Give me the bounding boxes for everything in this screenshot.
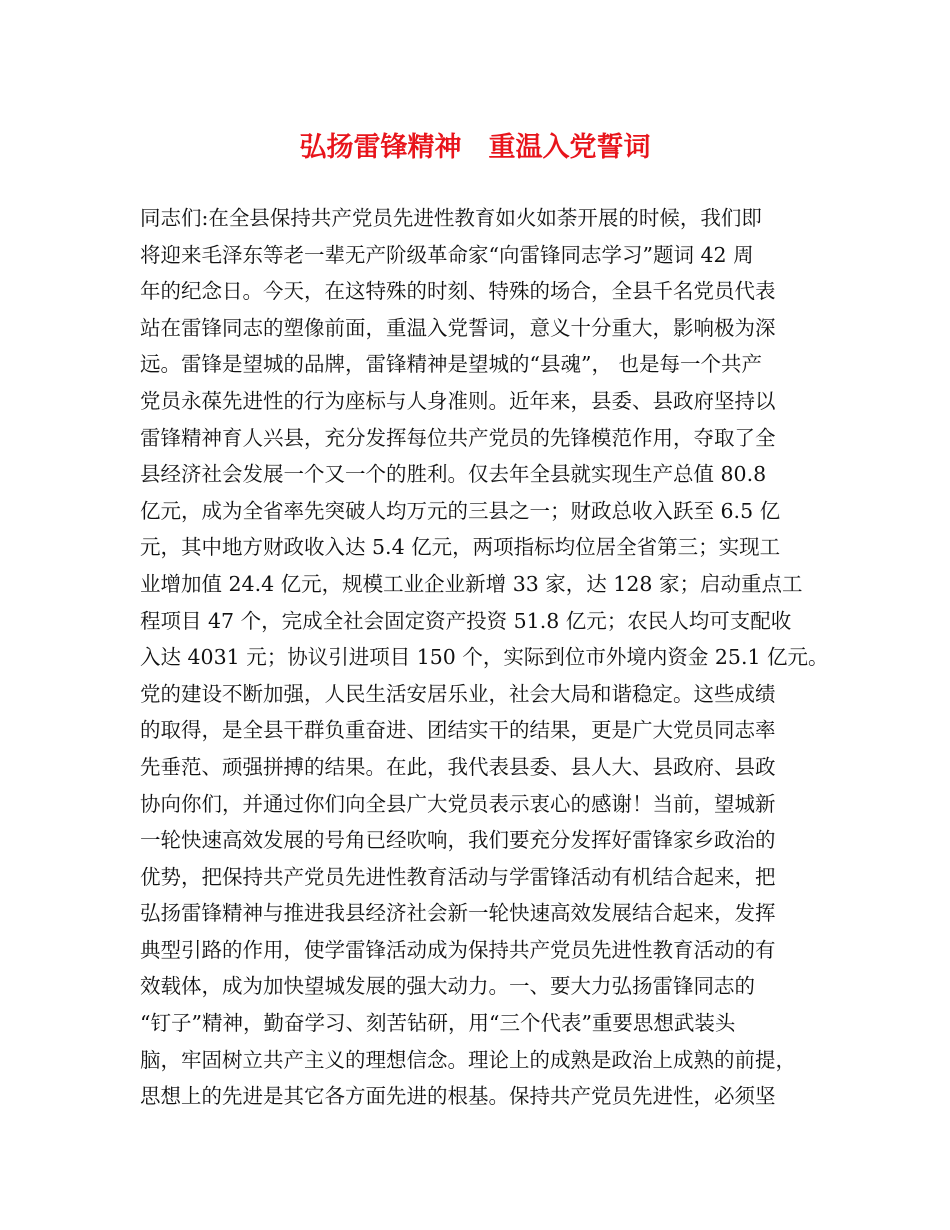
text-line: 协向你们，并通过你们向全县广大党员表示衷心的感谢！当前，望城新 — [140, 791, 776, 816]
text-line: 入达 4031 元；协议引进项目 150 个，实际到位市外境内资金 25.1 亿元。 — [140, 645, 829, 670]
text-line: 站在雷锋同志的塑像前面，重温入党誓词，意义十分重大，影响极为深 — [140, 315, 776, 340]
text-line: 程项目 47 个，完成全社会固定资产投资 51.8 亿元；农民人均可支配收 — [140, 608, 792, 633]
text-line: 先垂范、顽强拼搏的结果。在此，我代表县委、县人大、县政府、县政 — [140, 754, 776, 779]
text-line: 将迎来毛泽东等老一辈无产阶级革命家“向雷锋同志学习”题词 42 周 — [140, 242, 754, 267]
text-line: 优势，把保持共产党员先进性教育活动与学雷锋活动有机结合起来，把 — [140, 864, 776, 889]
document-body — [140, 200, 840, 1115]
text-line: 同志们:在全县保持共产党员先进性教育如火如荼开展的时候，我们即 — [140, 206, 762, 230]
text-line: 县经济社会发展一个又一个的胜利。仅去年全县就实现生产总值 80.8 — [140, 462, 767, 487]
text-line: 业增加值 24.4 亿元，规模工业企业新增 33 家，达 128 家；启动重点工 — [140, 571, 803, 596]
text-line: 思想上的先进是其它各方面先进的根基。保持共产党员先进性，必须坚 — [140, 1084, 776, 1109]
text-line: 亿元，成为全省率先突破人均万元的三县之一；财政总收入跃至 6.5 亿 — [140, 498, 781, 523]
text-line: 弘扬雷锋精神与推进我县经济社会新一轮快速高效发展结合起来，发挥 — [140, 901, 776, 926]
text-line: 雷锋精神育人兴县，充分发挥每位共产党员的先锋模范作用，夺取了全 — [140, 425, 776, 450]
text-line: 远。雷锋是望城的品牌，雷锋精神是望城的“县魂”， 也是每一个共产 — [140, 352, 762, 377]
text-line: 年的纪念日。今天，在这特殊的时刻、特殊的场合，全县千名党员代表 — [140, 279, 776, 304]
text-line: 效载体，成为加快望城发展的强大动力。一、要大力弘扬雷锋同志的 — [140, 974, 755, 999]
text-line: 党的建设不断加强，人民生活安居乐业，社会大局和谐稳定。这些成绩 — [140, 681, 776, 706]
text-line: 一轮快速高效发展的号角已经吹响，我们要充分发挥好雷锋家乡政治的 — [140, 828, 776, 853]
text-line: “钉子”精神，勤奋学习、刻苦钻研，用“三个代表”重要思想武装头 — [140, 1011, 736, 1036]
document-title: 弘扬雷锋精神 重温入党誓词 — [299, 132, 651, 163]
text-line: 的取得，是全县干群负重奋进、团结实干的结果，更是广大党员同志率 — [140, 718, 776, 743]
text-line: 元，其中地方财政收入达 5.4 亿元，两项指标均位居全省第三；实现工 — [140, 535, 781, 560]
text-line: 党员永葆先进性的行为座标与人身准则。近年来，县委、县政府坚持以 — [140, 388, 776, 413]
text-line: 脑，牢固树立共产主义的理想信念。理论上的成熟是政治上成熟的前提， — [140, 1047, 796, 1072]
text-line: 典型引路的作用，使学雷锋活动成为保持共产党员先进性教育活动的有 — [140, 937, 776, 962]
